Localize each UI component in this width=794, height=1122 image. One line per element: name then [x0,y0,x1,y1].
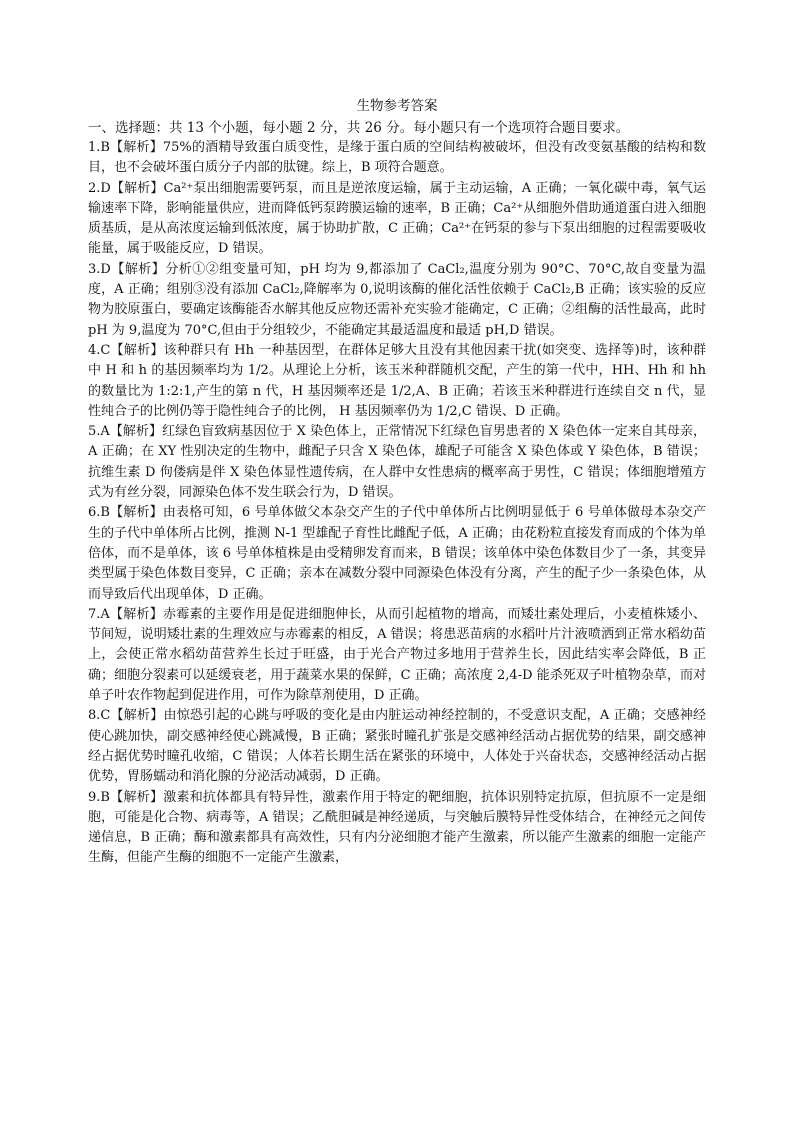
answer-item-3 [88,260,706,341]
answer-label: 2.D [88,180,111,196]
analysis-tag: 【解析】 [110,708,164,724]
answer-item-1 [88,138,706,179]
answer-label: 9.B [88,789,110,805]
answer-label: 4.C [88,342,111,358]
analysis-tag: 【解析】 [109,606,164,622]
answer-document [88,96,706,869]
analysis-tag: 【解析】 [109,789,164,805]
answer-label: 6.B [88,505,110,521]
answer-text: 赤霉素的主要作用是促进细胞伸长，从而引起植物的增高，而矮壮素处理后，小麦植株矮小、节间短，说明矮壮素的生理效应与赤霉素的相反，A 错误；将患恶苗病的水稻叶片汁液喷洒到正常水稻幼苗上，会使正常水稻幼苗营养生长过于旺盛，由于光合产物过多地用于营养生长，因此结实率会降低，B 正确；细胞分裂素可以延缓衰老，用于蔬菜水果的保鲜，C 正确；高浓度 2,4-D 能杀死双子叶植物杂草，而对单子叶农作物起到促进作用，可作为除草剂使用，D 正确。 [88,606,706,704]
answer-text: 75%的酒精导致蛋白质变性，是缘于蛋白质的空间结构被破坏，但没有改变氨基酸的结构和数目，也不会破坏蛋白质分子内部的肽键。综上，B 项符合题意。 [88,140,706,176]
section-heading: 一、选择题：共 13 个小题，每小题 2 分，共 26 分。每小题只有一个选项符合题目要求。 [88,120,630,136]
answer-text: 由表格可知，6 号单体做父本杂交产生的子代中单体所占比例明显低于 6 号单体做母本杂交产生的子代中单体所占比例，推测 N-1 型雄配子育性比雌配子低，A 正确；由花粉粒直接发育而成的个体为单倍体，而不是单体，该 6 号单体植株是由受精卵发育而来，B 错误；该单体中染色体数目少了一条，其变异类型属于染色体数目变异，C 正确；亲本在减数分裂中同源染色体没有分离，产生的配子少一条染色体，从而导致后代出现单体，D 正确。 [88,505,706,602]
answer-text: 该种群只有 Hh 一种基因型，在群体足够大且没有其他因素干扰(如突变、选择等)时，该种群中 H 和 h 的基因频率均为 1/2。从理论上分析，该玉米种群随机交配，产生的第一代中，HH、Hh 和 hh 的数量比为 1:2:1,产生的第 n 代，H 基因频率还是 1/2,A、B 正确；若该玉米种群进行连续自交 n 代，显性纯合子的比例仍等于隐性纯合子的比例， H 基因频率仍为 1/2,C 错误、D 正确。 [88,342,706,419]
answer-label: 1.B [88,140,110,155]
analysis-tag: 【解析】 [110,261,166,277]
answer-item-4 [88,341,706,422]
answer-item-6 [88,503,706,604]
answer-item-9 [88,788,706,869]
analysis-tag: 【解析】 [109,140,163,155]
analysis-tag: 【解析】 [109,424,163,440]
answer-text: 红绿色盲致病基因位于 X 染色体上，正常情况下红绿色盲男患者的 X 染色体一定来自其母亲，A 正确；在 XY 性别决定的生物中，雌配子只含 X 染色体，雄配子可能含 X 染色体或 Y 染色体，B 错误；抗维生素 D 佝偻病是伴 X 染色体显性遗传病，在人群中女性患病的概率高于男性，C 错误；体细胞增殖方式为有丝分裂，同源染色体不发生联会行为，D 错误。 [88,424,706,501]
analysis-tag: 【解析】 [110,342,164,358]
answer-item-5 [88,422,706,503]
answer-text: 分析①②组变量可知，pH 均为 9,都添加了 CaCl₂,温度分别为 90°C、70°C,故自变量为温度，A 正确；组别③没有添加 CaCl₂,降解率为 0,说明该酶的催化活性依赖于 CaCl₂,B 正确；该实验的反应物为胶原蛋白，要确定该酶能否水解其他反应物还需补充实验才能确定，C 正确；②组酶的活性最高，此时 pH 为 9,温度为 70°C,但由于分组较少，不能确定其最适温度和最适 pH,D 错误。 [88,261,706,338]
answer-item-7 [88,605,706,706]
answer-text: Ca²⁺泵出细胞需要钙泵，而且是逆浓度运输，属于主动运输，A 正确；一氧化碳中毒，氧气运输速率下降，影响能量供应，进而降低钙泵跨膜运输的速率，B 正确；Ca²⁺从细胞外借助通道蛋白进入细胞质基质，是从高浓度运输到低浓度，属于协助扩散，C 正确；Ca²⁺在钙泵的参与下泵出细胞的过程需要吸收能量，属于吸能反应，D 错误。 [88,180,706,257]
answer-text: 由惊恐引起的心跳与呼吸的变化是由内脏运动神经控制的，不受意识支配，A 正确；交感神经使心跳加快，副交感神经使心跳减慢，B 正确；紧张时瞳孔扩张是交感神经活动占据优势的结果，副交感神经占据优势时瞳孔收缩，C 错误；人体若长期生活在紧张的环境中，人体处于兴奋状态，交感神经活动占据优势，胃肠蠕动和消化腺的分泌活动减弱，D 正确。 [88,708,706,785]
answer-label: 3.D [88,261,111,277]
answer-label: 5.A [88,424,110,440]
analysis-tag: 【解析】 [109,505,163,521]
answer-item-8 [88,706,706,787]
analysis-tag: 【解析】 [110,180,164,196]
document-title: 生物参考答案 [356,98,438,114]
answer-label: 7.A [88,606,110,622]
answer-label: 8.C [88,708,111,724]
answer-item-2 [88,179,706,260]
answer-text: 激素和抗体都具有特异性，激素作用于特定的靶细胞，抗体识别特定抗原，但抗原不一定是细胞，可能是化合物、病毒等，A 错误；乙酰胆碱是神经递质，与突触后膜特异性受体结合，在神经元之间传递信息，B 正确；酶和激素都具有高效性，只有内分泌细胞才能产生激素，所以能产生激素的细胞一定能产生酶，但能产生酶的细胞不一定能产生激素， [88,789,706,866]
